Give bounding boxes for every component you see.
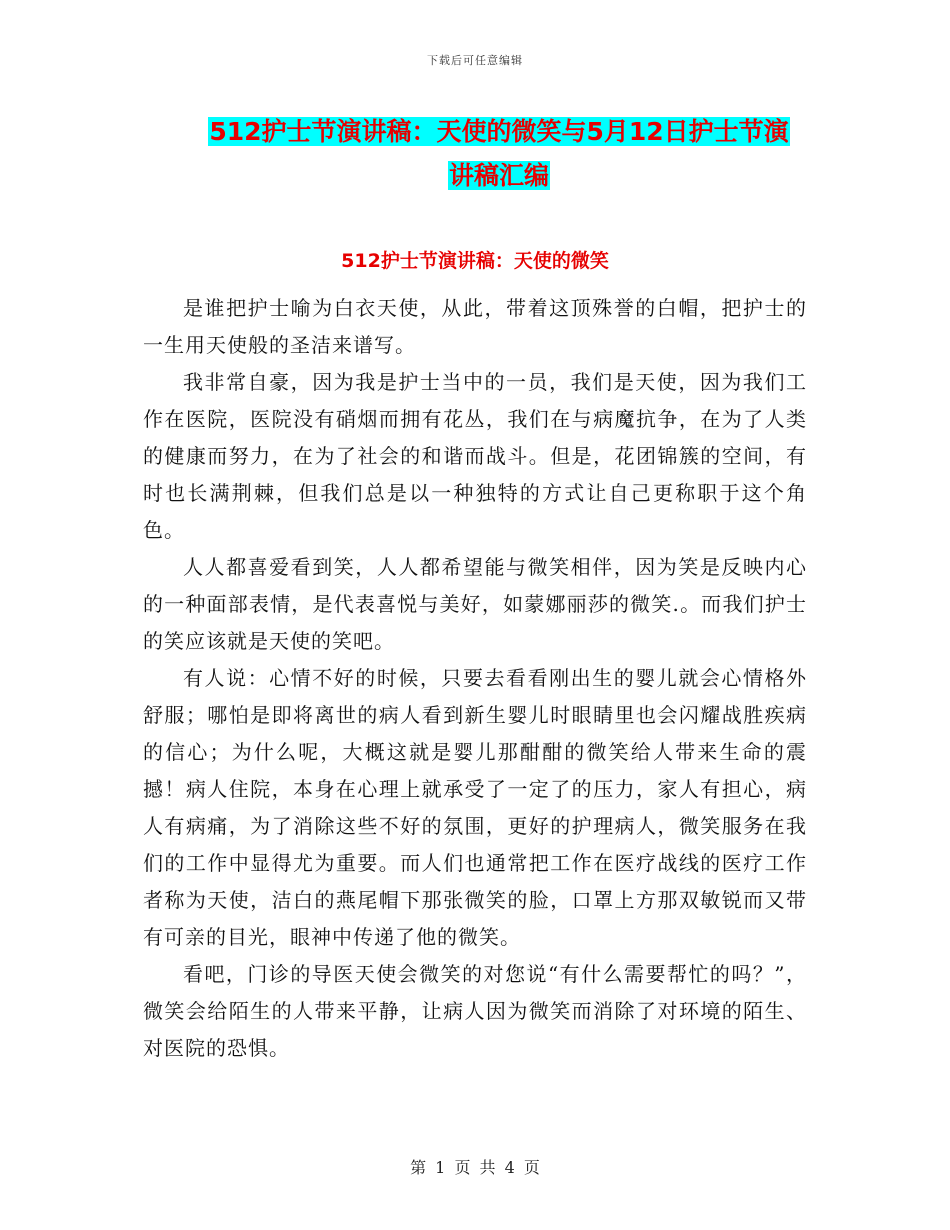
paragraph-3: 人人都喜爱看到笑，人人都希望能与微笑相伴，因为笑是反映内心的一种面部表情，是代表喜悦与美好，如蒙娜丽莎的微笑.。而我们护士的笑应该就是天使的笑吧。 xyxy=(143,555,807,653)
section-subtitle: 512护士节演讲稿：天使的微笑 xyxy=(341,250,609,272)
title-line-1 xyxy=(192,110,806,154)
page-footer: 第 1 页 共 4 页 xyxy=(410,1158,540,1177)
title-line-2-text: 讲稿汇编 xyxy=(448,161,549,190)
paragraph-5: 看吧，门诊的导医天使会微笑的对您说“有什么需要帮忙的吗？”，微笑会给陌生的人带来平静，让病人因为微笑而消除了对环境的陌生、对医院的恐惧。 xyxy=(143,962,807,1060)
title-line-1-text: 512护士节演讲稿：天使的微笑与5月12日护士节演 xyxy=(209,117,789,146)
paragraph-4: 有人说：心情不好的时候，只要去看看刚出生的婴儿就会心情格外舒服；哪怕是即将离世的病人看到新生婴儿时眼睛里也会闪耀战胜疾病的信心；为什么呢，大概这就是婴儿那酣酣的微笑给人带来生命的震撼！病人住院，本身在心理上就承受了一定了的压力，家人有担心，病人有病痛，为了消除这些不好的氛围，更好的护理病人，微笑服务在我们的工作中显得尤为重要。而人们也通常把工作在医疗战线的医疗工作者称为天使，洁白的燕尾帽下那张微笑的脸，口罩上方那双敏锐而又带有可亲的目光，眼神中传递了他的微笑。 xyxy=(143,666,807,949)
paragraph-1: 是谁把护士喻为白衣天使，从此，带着这顶殊誉的白帽，把护士的一生用天使般的圣洁来谱写。 xyxy=(143,296,807,357)
title-line-2 xyxy=(192,154,806,198)
document-title xyxy=(192,110,806,198)
header-note: 下载后可任意编辑 xyxy=(427,54,523,67)
paragraph-2: 我非常自豪，因为我是护士当中的一员，我们是天使，因为我们工作在医院，医院没有硝烟而拥有花丛，我们在与病魔抗争，在为了人类的健康而努力，在为了社会的和谐而战斗。但是，花团锦簇的空间，有时也长满荆棘，但我们总是以一种独特的方式让自己更称职于这个角色。 xyxy=(143,370,807,542)
body-text xyxy=(143,290,807,1067)
